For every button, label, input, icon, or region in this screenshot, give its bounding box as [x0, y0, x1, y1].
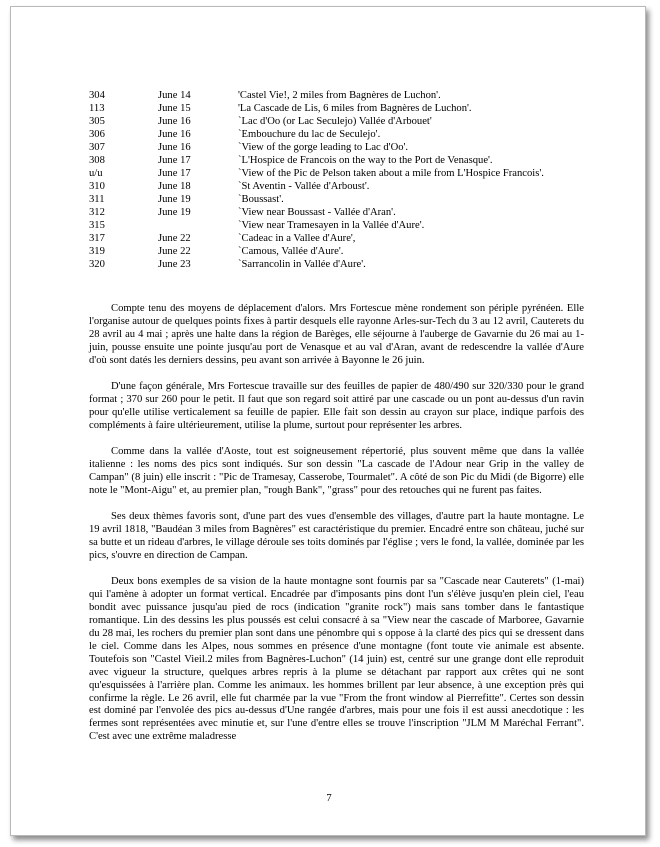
catalog-title: `St Aventin - Vallée d'Arboust'. — [238, 181, 370, 192]
catalog-row — [89, 245, 544, 258]
catalog-number: 307 — [89, 142, 105, 153]
catalog-number: 320 — [89, 259, 105, 270]
catalog-title: `Cadeac in a Vallee d'Aure', — [238, 233, 356, 244]
catalog-date: June 19 — [158, 194, 191, 205]
catalog-date: June 17 — [158, 155, 191, 166]
catalog-row — [89, 89, 544, 102]
catalog-title: 'La Cascade de Lis, 6 miles from Bagnères de Luchon'. — [238, 103, 472, 114]
catalog-date: June 16 — [158, 129, 191, 140]
catalog-row — [89, 206, 544, 219]
catalog-title: `Lac d'Oo (or Lac Seculejo) Vallée d'Arbouet' — [238, 116, 432, 127]
catalog-number: 315 — [89, 220, 105, 231]
catalog-date: June 22 — [158, 233, 191, 244]
catalog-title: `View of the gorge leading to Lac d'Oo'. — [238, 142, 409, 153]
catalog-number: 317 — [89, 233, 105, 244]
catalog-title: `Boussast'. — [238, 194, 284, 205]
catalog-title: `Embouchure du lac de Seculejo'. — [238, 129, 381, 140]
catalog-title: `View of the Pic de Pelson taken about a mile from L'Hospice Francois'. — [238, 168, 544, 179]
body-text — [89, 303, 584, 758]
catalog-number: 319 — [89, 246, 105, 257]
catalog-date: June 18 — [158, 181, 191, 192]
catalog-title: `L'Hospice de Francois on the way to the Port de Venasque'. — [238, 155, 493, 166]
paragraph: Comme dans la vallée d'Aoste, tout est soigneusement répertorié, plus souvent même que dans la vallée italienne : les noms des pics sont indiqués. Sur son dessin "La cascade de l'Adour near Grip in the valley de Campan" (8 juin) elle inscrit : "Pic de Tramesay, Casserobe, Tourmalet". A côté de son Pic du Midi (de Bigorre) elle note le "Mont-Aigu" et, au premier plan, "rough Bank", "grass" pour des retouches qui ne furent pas faites. — [89, 446, 584, 496]
catalog-date: June 15 — [158, 103, 191, 114]
catalog-date: June 14 — [158, 90, 191, 101]
catalog-number: 308 — [89, 155, 105, 166]
catalog-list — [89, 89, 544, 271]
catalog-number: u/u — [89, 168, 103, 179]
catalog-date: June 23 — [158, 259, 191, 270]
catalog-number: 304 — [89, 90, 105, 101]
catalog-row — [89, 115, 544, 128]
catalog-row — [89, 128, 544, 141]
catalog-row — [89, 180, 544, 193]
catalog-number: 305 — [89, 116, 105, 127]
catalog-number: 312 — [89, 207, 105, 218]
catalog-row — [89, 258, 544, 271]
catalog-title: `Camous, Vallée d'Aure'. — [238, 246, 344, 257]
catalog-date: June 19 — [158, 207, 191, 218]
catalog-date: June 17 — [158, 168, 191, 179]
page-number: 7 — [326, 793, 332, 804]
catalog-title: `View near Tramesayen in la Vallée d'Aure'. — [238, 220, 425, 231]
document-page — [10, 6, 646, 836]
catalog-row — [89, 232, 544, 245]
catalog-date: June 16 — [158, 142, 191, 153]
paragraph: Compte tenu des moyens de déplacement d'alors. Mrs Fortescue mène rondement son périple pyrénéen. Elle l'organise autour de quelques points fixes à partir desquels elle rayonne Arles-sur-Tech du 3 au 12 avril, Cauterets du 28 avril au 4 mai ; après une halte dans la région de Barèges, elle séjourne à l'auberge de Gavarnie du 26 mai au 1- juin, pousse ensuite une pointe jusqu'au port de Venasque et au val d'Aran, avant de redescendre la vallée d'Aure d'où sont datés les derniers dessins, peu avant son arrivée à Bayonne le 26 juin. — [89, 303, 584, 366]
catalog-row — [89, 154, 544, 167]
catalog-row — [89, 193, 544, 206]
catalog-row — [89, 102, 544, 115]
catalog-number: 311 — [89, 194, 105, 205]
catalog-title: `View near Boussast - Vallée d'Aran'. — [238, 207, 396, 218]
catalog-date — [158, 219, 238, 232]
paragraph: Ses deux thèmes favoris sont, d'une part des vues d'ensemble des villages, d'autre part la haute montagne. Le 19 avril 1818, "Baudéan 3 miles from Bagnères" est caractéristique du premier. Encadré entre son château, juché sur sa butte et un rideau d'arbres, le village déroule ses toits dominés par l'église ; vers le fond, la vallée, dominée par les pics, s'ouvre en direction de Campan. — [89, 511, 584, 561]
paragraph: Deux bons exemples de sa vision de la haute montagne sont fournis par sa "Cascade near Cauterets" (1-mai) qui l'amène à adopter un format vertical. Encadrée par d'imposants pins dont l'un s'élève jusqu'en plein ciel, l'eau bondit avec puissance jusqu'au pied de rocs (indication "granite rock") mais sans tomber dans le fantastique romantique. Lin des dessins les plus poussés est celui consacré à sa "View near the cascade of Marboree, Gavarnie du 28 mai, les rochers du premier plan sont dans une pénombre qui s oppose à la clarté des pics qui se dressent dans le ciel. Comme dans les Alpes, nous sommes en présence d'une montagne (font toute vie animale est absente. Toutefois son "Castel Vieil.2 miles from Bagnères-Luchon" (14 juin) est, centré sur une grange dont elle reproduit avec vigueur la structure, quelques arbres repris à la plume se détachant par rapport aux crêtes qui ne sont qu'esquissées à l'arrière plan. Comme les animaux. les hommes brillent par leur absence, à une exception près qui confirme la règle. Le 26 avril, elle fut charmée par la vue "From the front window al Pierrefitte". Certes son dessin est dominé par l'envolée des pics au-dessus d'Une rangée d'arbres, mais pour une fois il est aussi anecdotique : les fermes sont représentées avec minutie et, sur l'une d'entre elles se trouve l'inscription "JLM M Maréchal Ferrant". C'est avec une extrême maladresse — [89, 576, 584, 743]
catalog-row — [89, 167, 544, 180]
catalog-title: 'Castel Vie!, 2 miles from Bagnères de Luchon'. — [238, 90, 441, 101]
catalog-date: June 16 — [158, 116, 191, 127]
catalog-date: June 22 — [158, 246, 191, 257]
catalog-number: 113 — [89, 103, 105, 114]
paragraph: D'une façon générale, Mrs Fortescue travaille sur des feuilles de papier de 480/490 sur 320/330 pour le grand format ; 370 sur 260 pour le petit. Il faut que son regard soit attiré par une cascade ou un pont au-dessus d'un ravin pour qu'elle utilise verticalement sa feuille de papier. Elle fait son dessin au crayon sur place, indique parfois des compléments à faire ultérieurement, utilise la plume, surtout pour représenter les arbres. — [89, 381, 584, 431]
catalog-row — [89, 219, 544, 232]
catalog-number: 306 — [89, 129, 105, 140]
catalog-row — [89, 141, 544, 154]
catalog-number: 310 — [89, 181, 105, 192]
catalog-title: `Sarrancolin in Vallée d'Aure'. — [238, 259, 366, 270]
